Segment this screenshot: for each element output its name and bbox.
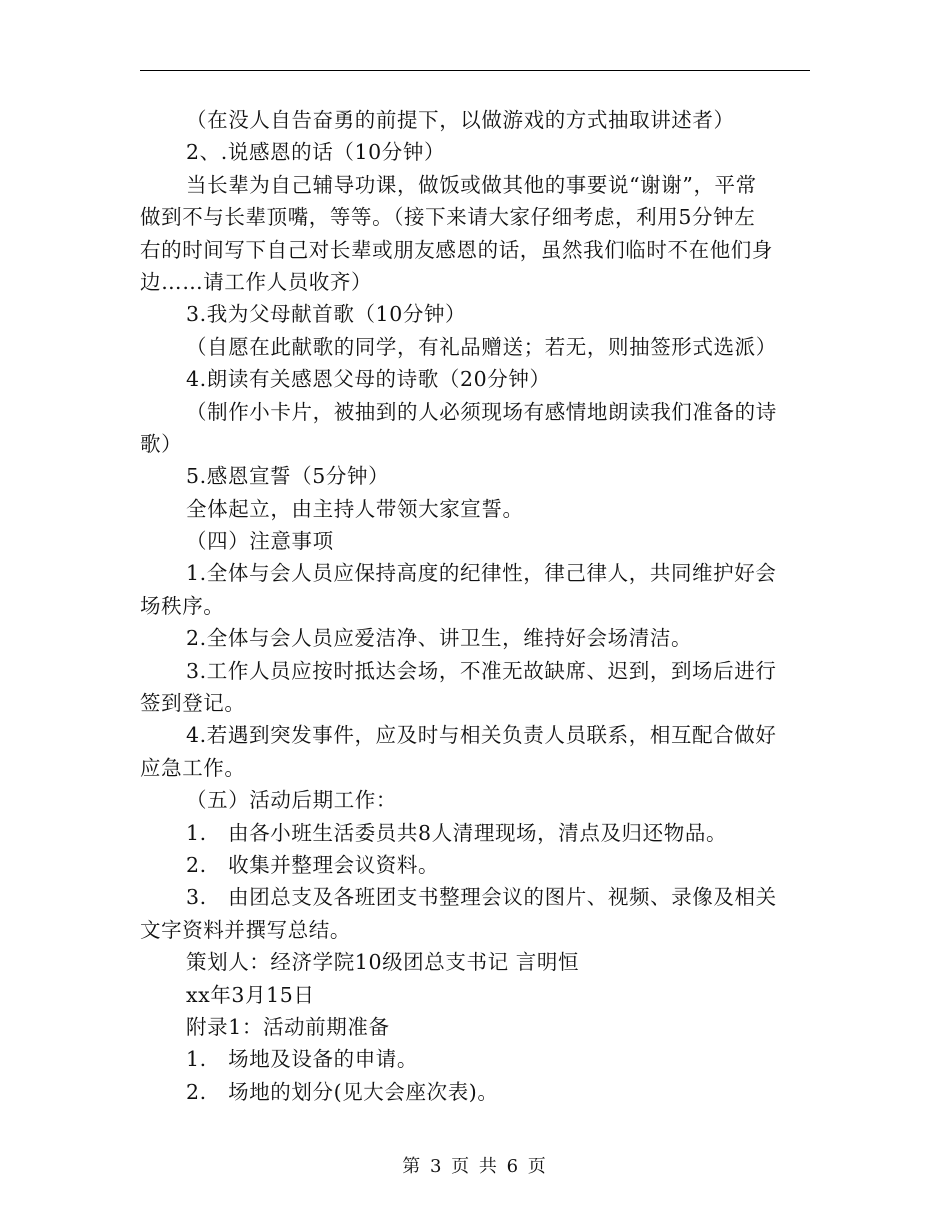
- text-line: 4.朗读有关感恩父母的诗歌（20分钟）: [186, 367, 551, 392]
- text-line: 2.全体与会人员应爱洁净、讲卫生，维持好会场清洁。: [186, 626, 693, 651]
- text-line: xx年3月15日: [186, 982, 315, 1007]
- text-line: 2. 场地的划分(见大会座次表)。: [186, 1079, 499, 1104]
- text-line: 4.若遇到突发事件，应及时与相关负责人员联系，相互配合做好: [186, 723, 777, 748]
- text-line: （制作小卡片，被抽到的人必须现场有感情地朗读我们准备的诗: [186, 399, 777, 424]
- text-line: 签到登记。: [140, 691, 246, 716]
- text-line: 2. 收集并整理会议资料。: [186, 852, 440, 877]
- document-body: [140, 104, 810, 1108]
- text-line: （五）活动后期工作：: [186, 788, 397, 813]
- text-line: 歌）: [140, 431, 183, 456]
- text-line: （自愿在此献歌的同学，有礼品赠送；若无，则抽签形式选派）: [186, 334, 777, 359]
- text-line: 全体起立，由主持人带领大家宣誓。: [186, 496, 524, 521]
- text-line: 1. 场地及设备的申请。: [186, 1047, 419, 1072]
- text-line: 3. 由团总支及各班团支书整理会议的图片、视频、录像及相关: [186, 885, 777, 910]
- page-number: 第 3 页 共 6 页: [402, 1156, 548, 1177]
- text-line: 边……请工作人员收齐）: [140, 269, 373, 294]
- text-line: 3.工作人员应按时抵达会场，不准无故缺席、迟到，到场后进行: [186, 658, 777, 683]
- text-line: 附录1：活动前期准备: [186, 1014, 390, 1039]
- header-rule: [140, 70, 810, 71]
- text-line: 右的时间写下自己对长辈或朋友感恩的话，虽然我们临时不在他们身: [140, 237, 773, 262]
- text-line: 2、.说感恩的话（10分钟）: [186, 140, 446, 165]
- text-line: 应急工作。: [140, 755, 246, 780]
- text-line: 策划人：经济学院10级团总支书记 言明恒: [186, 950, 580, 975]
- text-line: 做到不与长辈顶嘴，等等。（接下来请大家仔细考虑，利用5分钟左: [140, 205, 756, 230]
- text-line: 1.全体与会人员应保持高度的纪律性，律己律人，共同维护好会: [186, 561, 777, 586]
- text-line: 当长辈为自己辅导功课，做饭或做其他的事要说“谢谢”，平常: [186, 172, 757, 197]
- text-line: 1. 由各小班生活委员共8人清理现场，清点及归还物品。: [186, 820, 728, 845]
- text-line: 场秩序。: [140, 593, 225, 618]
- text-line: （四）注意事项: [186, 529, 334, 554]
- text-line: 5.感恩宣誓（5分钟）: [186, 464, 390, 489]
- text-line: 文字资料并撰写总结。: [140, 917, 351, 942]
- text-line: （在没人自告奋勇的前提下，以做游戏的方式抽取讲述者）: [186, 108, 735, 132]
- text-line: 3.我为父母献首歌（10分钟）: [186, 302, 467, 327]
